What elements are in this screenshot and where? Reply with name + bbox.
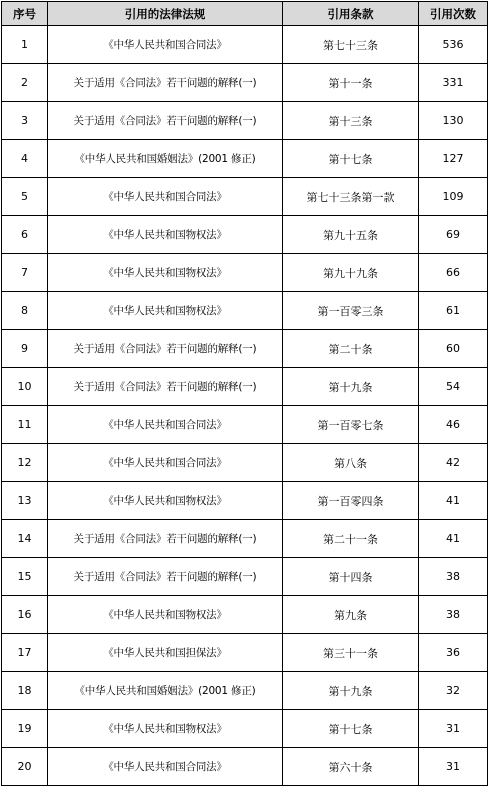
row-article: 第九十五条 — [283, 216, 419, 254]
header-no: 序号 — [2, 2, 48, 26]
row-article: 第十三条 — [283, 102, 419, 140]
row-number: 13 — [2, 482, 48, 520]
row-law: 关于适用《合同法》若干问题的解释(一) — [48, 558, 283, 596]
table-row — [2, 558, 488, 596]
row-law: 《中华人民共和国物权法》 — [48, 292, 283, 330]
row-count: 41 — [419, 520, 488, 558]
row-law: 关于适用《合同法》若干问题的解释(一) — [48, 64, 283, 102]
row-count: 46 — [419, 406, 488, 444]
row-number: 11 — [2, 406, 48, 444]
table-row — [2, 596, 488, 634]
row-law: 《中华人民共和国合同法》 — [48, 406, 283, 444]
table-row — [2, 368, 488, 406]
row-article: 第一百零七条 — [283, 406, 419, 444]
row-law: 《中华人民共和国物权法》 — [48, 596, 283, 634]
row-article: 第六十条 — [283, 748, 419, 786]
row-law: 关于适用《合同法》若干问题的解释(一) — [48, 520, 283, 558]
table-row — [2, 140, 488, 178]
row-number: 4 — [2, 140, 48, 178]
table-row — [2, 520, 488, 558]
row-article: 第十七条 — [283, 710, 419, 748]
header-law: 引用的法律法规 — [48, 2, 283, 26]
row-law: 《中华人民共和国物权法》 — [48, 710, 283, 748]
row-number: 9 — [2, 330, 48, 368]
table-row — [2, 254, 488, 292]
row-article: 第十一条 — [283, 64, 419, 102]
row-count: 66 — [419, 254, 488, 292]
row-count: 31 — [419, 710, 488, 748]
row-count: 32 — [419, 672, 488, 710]
table-row — [2, 64, 488, 102]
row-number: 1 — [2, 26, 48, 64]
row-article: 第八条 — [283, 444, 419, 482]
row-article: 第二十条 — [283, 330, 419, 368]
header-count: 引用次数 — [419, 2, 488, 26]
table-row — [2, 672, 488, 710]
row-number: 7 — [2, 254, 48, 292]
table-row — [2, 710, 488, 748]
table-row — [2, 406, 488, 444]
row-count: 536 — [419, 26, 488, 64]
table-row — [2, 634, 488, 672]
row-law: 《中华人民共和国合同法》 — [48, 748, 283, 786]
row-law: 关于适用《合同法》若干问题的解释(一) — [48, 368, 283, 406]
row-count: 69 — [419, 216, 488, 254]
row-article: 第十九条 — [283, 368, 419, 406]
row-article: 第十四条 — [283, 558, 419, 596]
row-article: 第三十一条 — [283, 634, 419, 672]
row-article: 第一百零三条 — [283, 292, 419, 330]
row-number: 19 — [2, 710, 48, 748]
row-count: 331 — [419, 64, 488, 102]
row-count: 109 — [419, 178, 488, 216]
row-count: 127 — [419, 140, 488, 178]
row-article: 第十七条 — [283, 140, 419, 178]
row-count: 54 — [419, 368, 488, 406]
header-row — [2, 2, 488, 26]
row-law: 《中华人民共和国物权法》 — [48, 482, 283, 520]
row-article: 第七十三条 — [283, 26, 419, 64]
table-row — [2, 330, 488, 368]
row-number: 16 — [2, 596, 48, 634]
row-article: 第十九条 — [283, 672, 419, 710]
row-number: 3 — [2, 102, 48, 140]
row-law: 关于适用《合同法》若干问题的解释(一) — [48, 330, 283, 368]
row-count: 60 — [419, 330, 488, 368]
row-article: 第七十三条第一款 — [283, 178, 419, 216]
row-count: 42 — [419, 444, 488, 482]
row-number: 17 — [2, 634, 48, 672]
row-count: 61 — [419, 292, 488, 330]
row-law: 《中华人民共和国合同法》 — [48, 178, 283, 216]
row-number: 15 — [2, 558, 48, 596]
row-count: 38 — [419, 558, 488, 596]
row-count: 41 — [419, 482, 488, 520]
row-number: 2 — [2, 64, 48, 102]
row-law: 《中华人民共和国婚姻法》(2001 修正) — [48, 140, 283, 178]
table-row — [2, 178, 488, 216]
table-row — [2, 444, 488, 482]
table-row — [2, 102, 488, 140]
row-number: 18 — [2, 672, 48, 710]
row-number: 5 — [2, 178, 48, 216]
row-number: 12 — [2, 444, 48, 482]
row-number: 6 — [2, 216, 48, 254]
row-law: 《中华人民共和国物权法》 — [48, 254, 283, 292]
law-citation-table — [1, 1, 488, 786]
row-number: 10 — [2, 368, 48, 406]
row-article: 第九十九条 — [283, 254, 419, 292]
table-row — [2, 216, 488, 254]
table-row — [2, 26, 488, 64]
row-law: 《中华人民共和国物权法》 — [48, 216, 283, 254]
row-article: 第二十一条 — [283, 520, 419, 558]
row-law: 《中华人民共和国合同法》 — [48, 444, 283, 482]
row-law: 《中华人民共和国合同法》 — [48, 26, 283, 64]
row-number: 14 — [2, 520, 48, 558]
table-row — [2, 292, 488, 330]
row-count: 36 — [419, 634, 488, 672]
row-number: 20 — [2, 748, 48, 786]
row-law: 《中华人民共和国婚姻法》(2001 修正) — [48, 672, 283, 710]
row-count: 38 — [419, 596, 488, 634]
row-count: 31 — [419, 748, 488, 786]
row-law: 关于适用《合同法》若干问题的解释(一) — [48, 102, 283, 140]
row-number: 8 — [2, 292, 48, 330]
row-article: 第一百零四条 — [283, 482, 419, 520]
table-row — [2, 748, 488, 786]
table-row — [2, 482, 488, 520]
row-count: 130 — [419, 102, 488, 140]
header-article: 引用条款 — [283, 2, 419, 26]
row-article: 第九条 — [283, 596, 419, 634]
row-law: 《中华人民共和国担保法》 — [48, 634, 283, 672]
